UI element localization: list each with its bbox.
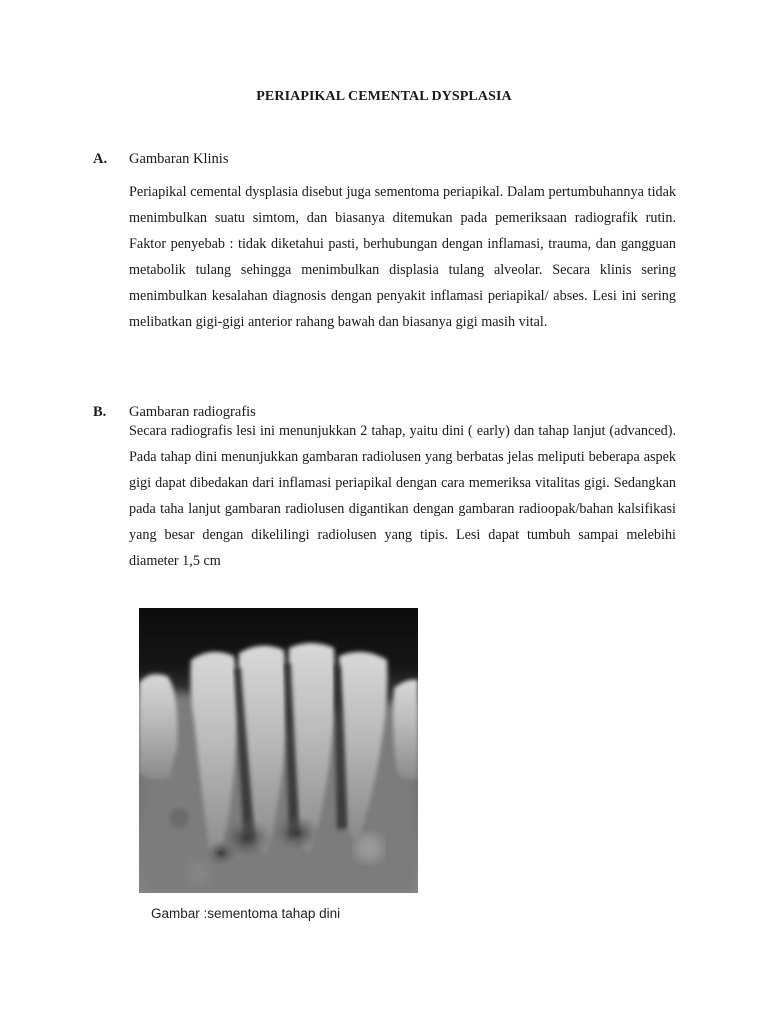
- section-b-paragraph: Secara radiografis lesi ini menunjukkan 2 tahap, yaitu dini ( early) dan tahap lanjut (advanced). Pada tahap dini menunjukkan gambaran radiolusen yang berbatas jelas meliputi beberapa aspek gigi dapat dibedakan dari inflamasi periapikal dengan cara memeriksa vitalitas gigi. Sedangkan pada taha lanjut gambaran radiolusen digantikan dengan gambaran radioopak/bahan kalsifikasi yang besar dengan dikelilingi radiolusen yang tipis. Lesi dapat tumbuh sampai melebihi diameter 1,5 cm: [129, 423, 676, 569]
- dental-xray-image: [139, 608, 418, 893]
- page-title: PERIAPIKAL CEMENTAL DYSPLASIA: [256, 89, 512, 104]
- section-b-heading: Gambaran radiografis: [129, 404, 256, 420]
- section-a-letter: A.: [93, 151, 108, 167]
- section-a-paragraph: Periapikal cemental dysplasia disebut juga sementoma periapikal. Dalam pertumbuhannya tidak menimbulkan suatu simtom, dan biasanya ditemukan pada pemeriksaan radiografik rutin. Faktor penyebab : tidak diketahui pasti, berhubungan dengan inflamasi, trauma, dan gangguan metabolik tulang sehingga menimbulkan displasia tulang alveolar. Secara klinis sering menimbulkan kesalahan diagnosis dengan penyakit inflamasi periapikal/ abses. Lesi ini sering melibatkan gigi-gigi anterior rahang bawah dan biasanya gigi masih vital.: [129, 184, 676, 330]
- section-a-heading: Gambaran Klinis: [129, 151, 229, 167]
- section-b-letter: B.: [93, 404, 107, 420]
- figure-caption: Gambar :sementoma tahap dini: [151, 906, 341, 921]
